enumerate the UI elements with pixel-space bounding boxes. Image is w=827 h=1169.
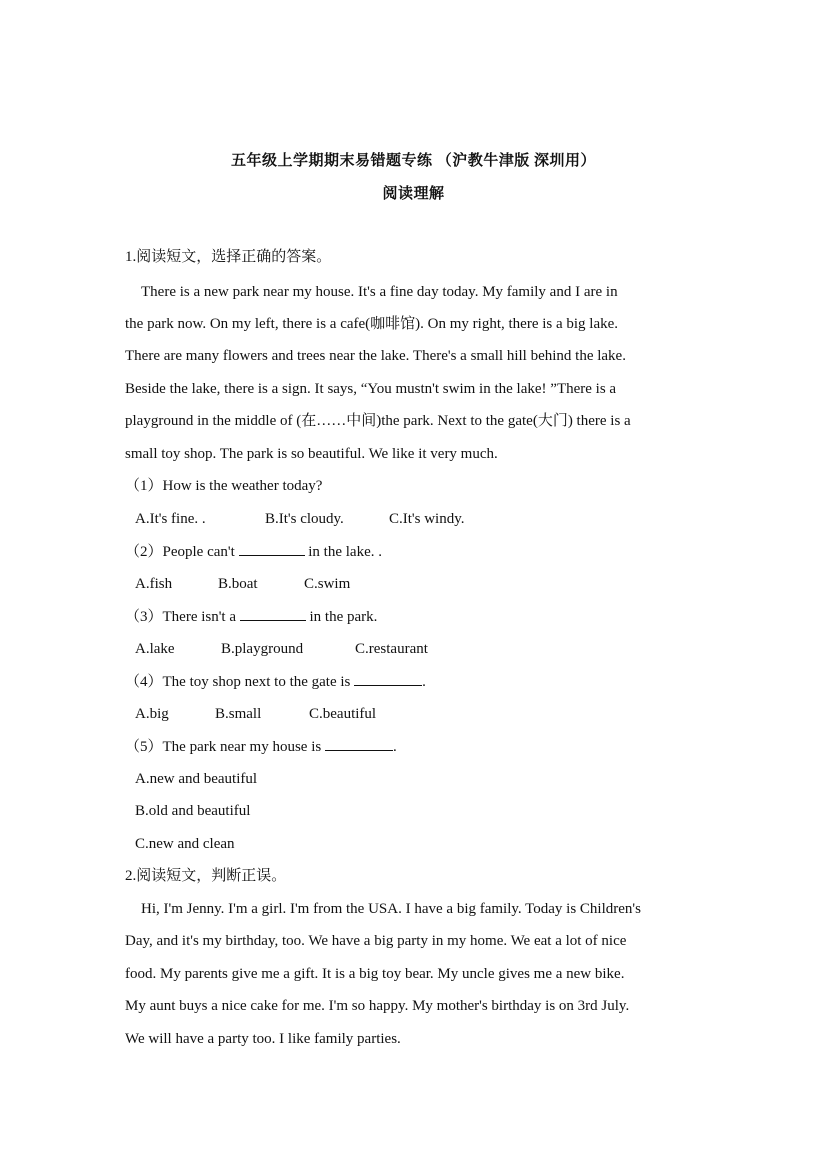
section1-heading: 1.阅读短文，选择正确的答案。 — [125, 249, 332, 265]
option-c: C.It's windy. — [389, 511, 465, 527]
question-stem: （4）The toy shop next to the gate is — [125, 674, 351, 690]
answer-blank[interactable] — [240, 606, 306, 621]
passage2-line: food. My parents give me a gift. It is a big toy bear. My uncle gives me a new bike. — [125, 966, 625, 982]
question-stem: （1）How is the weather today? — [125, 478, 323, 494]
question-4-options — [135, 704, 376, 724]
passage1-line: Beside the lake, there is a sign. It says, “You mustn't swim in the lake! ”There is a — [125, 381, 617, 397]
question-5 — [125, 736, 397, 757]
passage1-line: There is a new park near my house. It's a fine day today. My family and I are in — [141, 284, 618, 300]
question-stem: （3）There isn't a — [125, 609, 237, 625]
question-1 — [125, 476, 322, 496]
option-a: A.fish — [135, 576, 173, 592]
question-2 — [125, 541, 382, 562]
page-subtitle: 阅读理解 — [382, 186, 445, 202]
question-2-options — [135, 574, 350, 594]
page-title: 五年级上学期期末易错题专练 （沪教牛津版 深圳用） — [230, 153, 596, 169]
question-stem: （2）People can't — [125, 544, 235, 560]
option-a: A.new and beautiful — [135, 771, 258, 787]
answer-blank[interactable] — [239, 541, 305, 556]
passage2-line: Day, and it's my birthday, too. We have a big party in my home. We eat a lot of nice — [125, 933, 627, 949]
answer-blank[interactable] — [325, 736, 393, 751]
question-3-options — [135, 639, 428, 659]
option-c: C.beautiful — [309, 706, 377, 722]
question-3 — [125, 606, 377, 627]
answer-blank[interactable] — [354, 671, 422, 686]
passage1-line: small toy shop. The park is so beautiful. We like it very much. — [125, 446, 498, 462]
question-stem-end: . — [422, 674, 426, 690]
option-b: B.playground — [221, 641, 304, 657]
question-4 — [125, 671, 426, 692]
option-c: C.swim — [304, 576, 351, 592]
option-b: B.It's cloudy. — [265, 511, 344, 527]
passage1-line: playground in the middle of (在……中间)the park. Next to the gate(大门) there is a — [125, 413, 631, 429]
question-stem: （5）The park near my house is — [125, 739, 322, 755]
question-1-options — [135, 509, 464, 529]
question-stem-end: in the park. — [309, 609, 378, 625]
option-c: C.new and clean — [135, 836, 235, 852]
passage2-line: My aunt buys a nice cake for me. I'm so happy. My mother's birthday is on 3rd July. — [125, 998, 630, 1014]
option-a: A.lake — [135, 641, 175, 657]
passage2-line: We will have a party too. I like family parties. — [125, 1031, 401, 1047]
passage1-line: There are many flowers and trees near the lake. There's a small hill behind the lake. — [125, 348, 626, 364]
section2-heading: 2.阅读短文，判断正误。 — [125, 868, 287, 884]
option-b: B.old and beautiful — [135, 803, 251, 819]
option-b: B.small — [215, 706, 262, 722]
option-b: B.boat — [218, 576, 258, 592]
question-stem-end: in the lake. . — [308, 544, 382, 560]
option-a: A.big — [135, 706, 169, 722]
option-c: C.restaurant — [355, 641, 428, 657]
passage2-line: Hi, I'm Jenny. I'm a girl. I'm from the USA. I have a big family. Today is Children's — [141, 901, 641, 917]
passage1-line: the park now. On my left, there is a cafe(咖啡馆). On my right, there is a big lake. — [125, 316, 619, 332]
option-a: A.It's fine. . — [135, 511, 206, 527]
question-stem-end: . — [392, 739, 397, 755]
